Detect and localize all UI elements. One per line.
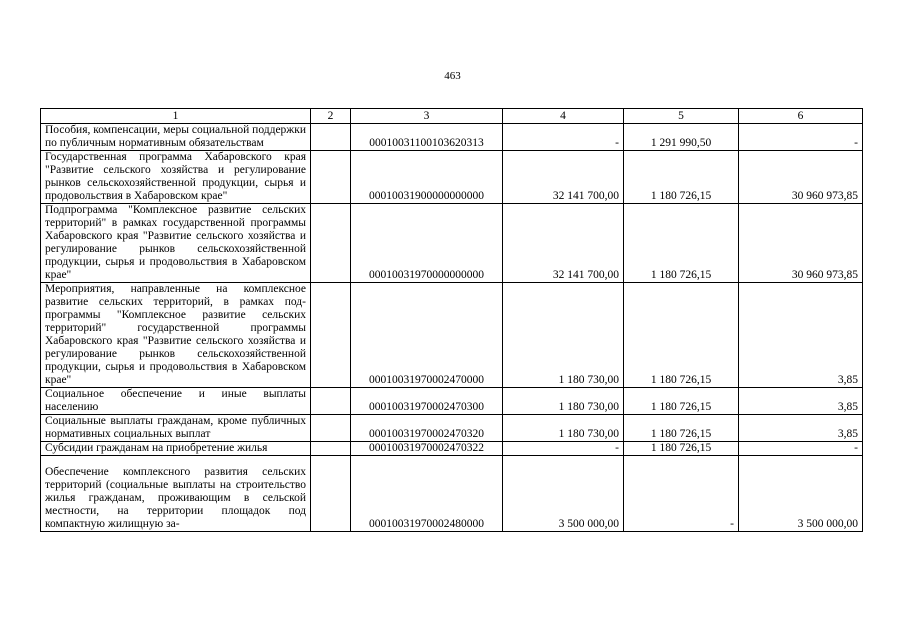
row-col2 [311, 456, 351, 532]
row-name: Социальное обеспечение и иные выплаты населению [41, 388, 311, 415]
column-header-5: 5 [624, 109, 739, 124]
row-remainder: 3,85 [739, 283, 863, 388]
column-header-4: 4 [503, 109, 624, 124]
row-col2 [311, 442, 351, 456]
page-number: 463 [444, 70, 461, 82]
row-code: 00010031970000000000 [351, 204, 503, 283]
row-planned: 1 180 730,00 [503, 283, 624, 388]
row-name: Социальные выплаты гражданам, кроме публичных нормативных социальных выплат [41, 415, 311, 442]
row-code: 00010031970002470300 [351, 388, 503, 415]
row-name: Обеспечение комплексного развития сельских территорий (социальные выплаты на строительство жилья гражданам, проживающим в сельской местности, на территории площадок под компактную жилищную за- [41, 456, 311, 532]
row-executed: 1 180 726,15 [624, 204, 739, 283]
table-row [41, 151, 863, 204]
row-col2 [311, 151, 351, 204]
row-executed: 1 291 990,50 [624, 124, 739, 151]
row-remainder: 3,85 [739, 415, 863, 442]
table-row [41, 124, 863, 151]
row-remainder: 3 500 000,00 [739, 456, 863, 532]
budget-execution-table [40, 108, 863, 532]
row-planned: 3 500 000,00 [503, 456, 624, 532]
table-row [41, 388, 863, 415]
table-row [41, 415, 863, 442]
table-row [41, 442, 863, 456]
row-executed: 1 180 726,15 [624, 442, 739, 456]
row-executed: 1 180 726,15 [624, 151, 739, 204]
row-remainder: 3,85 [739, 388, 863, 415]
row-planned: 1 180 730,00 [503, 388, 624, 415]
row-code: 00010031970002470000 [351, 283, 503, 388]
column-header-3: 3 [351, 109, 503, 124]
row-name: Пособия, компенсации, меры социальной поддержки по публичным нормативным обязательствам [41, 124, 311, 151]
table-row [41, 456, 863, 532]
table-header-row [41, 109, 863, 124]
row-name: Подпрограмма "Комплексное развитие сельских территорий" в рамках государственной программы Хабаровского края "Развитие сельского хозяйства и регулирование рынков сельскохозяйственной продукции, сырья и продовольствия в Хабаровском крае" [41, 204, 311, 283]
row-planned: 1 180 730,00 [503, 415, 624, 442]
row-col2 [311, 204, 351, 283]
row-remainder: - [739, 124, 863, 151]
row-executed: 1 180 726,15 [624, 283, 739, 388]
row-executed: 1 180 726,15 [624, 388, 739, 415]
row-executed: 1 180 726,15 [624, 415, 739, 442]
column-header-2: 2 [311, 109, 351, 124]
column-header-1: 1 [41, 109, 311, 124]
row-code: 00010031970002470322 [351, 442, 503, 456]
row-planned: 32 141 700,00 [503, 151, 624, 204]
row-planned: 32 141 700,00 [503, 204, 624, 283]
row-planned: - [503, 442, 624, 456]
row-name: Государственная программа Хабаровского края "Развитие сельского хозяйства и регулирование рынков сельскохозяйственной продукции, сырья и продовольствия в Хабаровском крае" [41, 151, 311, 204]
row-col2 [311, 283, 351, 388]
row-code: 00010031100103620313 [351, 124, 503, 151]
row-code: 00010031970002480000 [351, 456, 503, 532]
row-code: 00010031900000000000 [351, 151, 503, 204]
row-remainder: 30 960 973,85 [739, 151, 863, 204]
row-executed: - [624, 456, 739, 532]
table-row [41, 283, 863, 388]
row-col2 [311, 124, 351, 151]
row-name: Мероприятия, направленные на комплексное развитие сельских территорий, в рамках подпрограммы "Комплексное развитие сельских территорий" государственной программы Хабаровского края "Развитие сельского хозяйства и регулирование рынков сельскохозяйственной продукции, сырья и продовольствия в Хабаровском крае" [41, 283, 311, 388]
column-header-6: 6 [739, 109, 863, 124]
row-col2 [311, 388, 351, 415]
row-remainder: 30 960 973,85 [739, 204, 863, 283]
table-row [41, 204, 863, 283]
row-planned: - [503, 124, 624, 151]
row-col2 [311, 415, 351, 442]
row-code: 00010031970002470320 [351, 415, 503, 442]
row-name: Субсидии гражданам на приобретение жилья [41, 442, 311, 456]
row-remainder: - [739, 442, 863, 456]
